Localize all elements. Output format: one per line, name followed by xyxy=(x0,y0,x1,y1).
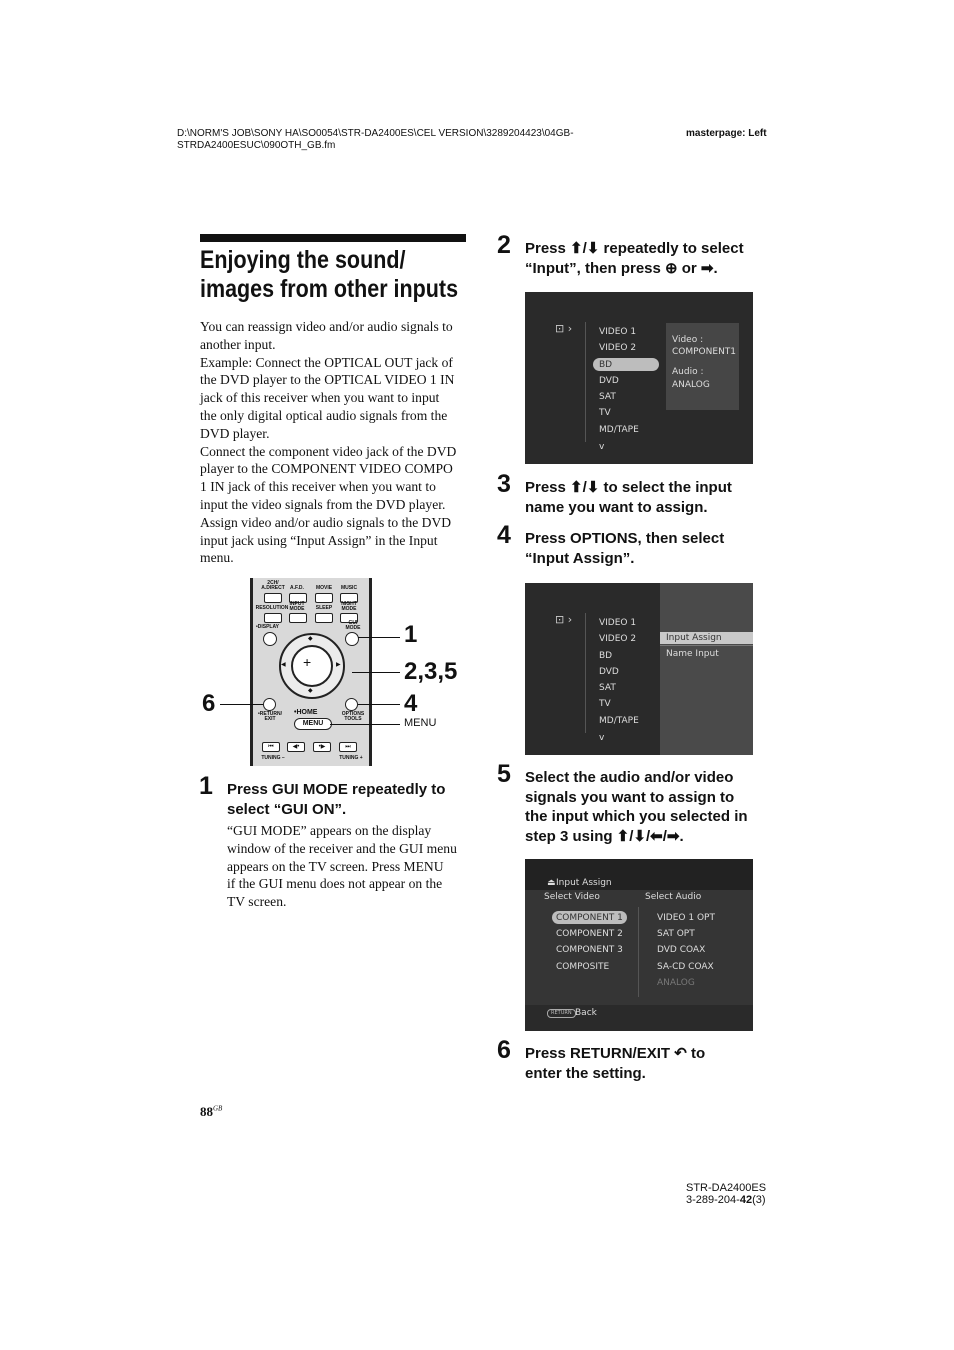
step-line: the input which you selected in xyxy=(525,808,748,825)
menu-item-tv[interactable]: TV xyxy=(599,408,611,418)
label-afd: A.F.D. xyxy=(290,585,304,591)
step-1-instruction xyxy=(227,780,445,819)
step-line: Press ⬆/⬇ repeatedly to select xyxy=(525,240,744,257)
arrow-down-icon[interactable]: ◆ xyxy=(308,688,313,694)
menu-divider xyxy=(585,322,586,442)
step-1-body xyxy=(227,822,457,911)
gui-screen-input-menu xyxy=(525,292,753,464)
intro-line: jack of this receiver when you want to input xyxy=(200,390,440,406)
input-icon: ⊡ › xyxy=(555,613,573,626)
step-line: Press OPTIONS, then select xyxy=(525,530,725,547)
footer-model-code xyxy=(686,1182,766,1206)
callout-menu: MENU xyxy=(404,717,437,729)
step-6-number: 6 xyxy=(497,1036,511,1064)
menu-item-md-tape[interactable]: MD/TAPE xyxy=(599,716,639,726)
intro-line: input the video signals from the DVD player. xyxy=(200,496,446,512)
callout-2-3-5: 2,3,5 xyxy=(404,658,458,685)
menu-item-bd[interactable]: BD xyxy=(599,360,613,370)
menu-item-video1[interactable]: VIDEO 1 xyxy=(599,618,637,628)
info-audio-value: ANALOG xyxy=(672,380,710,390)
step-3-instruction xyxy=(525,478,732,517)
option-divider xyxy=(660,645,753,646)
audio-option-analog[interactable]: ANALOG xyxy=(657,978,695,988)
arrow-left-icon[interactable]: ◀ xyxy=(281,662,286,668)
menu-divider xyxy=(585,613,586,733)
step-3-number: 3 xyxy=(497,470,511,498)
menu-item-sat[interactable]: SAT xyxy=(599,392,616,402)
label-tuning-plus: TUNING + xyxy=(339,755,363,761)
info-audio-label: Audio : xyxy=(672,367,704,377)
arrow-up-icon[interactable]: ◆ xyxy=(308,636,313,642)
display-button[interactable] xyxy=(263,632,277,646)
video-option-component1[interactable]: COMPONENT 1 xyxy=(556,913,623,923)
step-4-number: 4 xyxy=(497,521,511,549)
next-icon[interactable]: ⏭ xyxy=(339,742,357,752)
assign-title: Input Assign xyxy=(556,878,612,888)
page-title-line2: images from other inputs xyxy=(200,275,459,303)
step-line: Press GUI MODE repeatedly to xyxy=(227,781,446,798)
step-2-number: 2 xyxy=(497,231,511,259)
scroll-down-icon[interactable]: v xyxy=(599,442,605,452)
remote-illustration xyxy=(200,578,470,768)
intro-line: Connect the component video jack of the DVD xyxy=(200,443,457,459)
intro-line: menu. xyxy=(200,550,234,566)
step-line: signals you want to assign to xyxy=(525,788,735,806)
file-path-line2: STRDA2400ESUC\090OTH_GB.fm xyxy=(177,140,336,151)
body-line: if the GUI menu does not appear on the xyxy=(227,876,443,892)
masterpage-label: masterpage: Left xyxy=(686,128,767,139)
menu-item-tv[interactable]: TV xyxy=(599,699,611,709)
input-info-panel xyxy=(666,323,739,410)
intro-line: 1 IN jack of this receiver when you want to xyxy=(200,479,436,495)
step-line: “Input Assign”. xyxy=(525,549,635,567)
intro-line: the DVD player to the OPTICAL VIDEO 1 IN xyxy=(200,372,455,388)
label-return-exit: •RETURN/ EXIT xyxy=(258,711,282,722)
page-number-suffix: GB xyxy=(213,1104,223,1113)
previous-icon[interactable]: ⏮ xyxy=(262,742,280,752)
page-number xyxy=(200,1104,222,1120)
intro-line: player to the COMPONENT VIDEO COMPO xyxy=(200,461,453,477)
scroll-down-icon[interactable]: v xyxy=(599,733,605,743)
step-line: Select the audio and/or video xyxy=(525,769,734,786)
back-label[interactable]: Back xyxy=(575,1008,597,1018)
menu-button[interactable]: MENU xyxy=(294,718,332,730)
label-input-mode: INPUT MODE xyxy=(289,601,305,612)
menu-item-video1[interactable]: VIDEO 1 xyxy=(599,327,637,337)
callout-line-235 xyxy=(352,672,400,673)
intro-line: Assign video and/or audio signals to the DVD xyxy=(200,514,452,530)
advance-icon[interactable]: •▶ xyxy=(313,742,331,752)
arrow-right-icon[interactable]: ▶ xyxy=(336,662,341,668)
body-line: appears on the TV screen. Press MENU xyxy=(227,858,444,874)
resolution-button[interactable] xyxy=(264,613,282,623)
menu-item-bd[interactable]: BD xyxy=(599,651,613,661)
video-option-component3[interactable]: COMPONENT 3 xyxy=(556,945,623,955)
model-number: STR-DA2400ES xyxy=(686,1182,767,1194)
step-6-instruction xyxy=(525,1044,705,1083)
step-5-instruction xyxy=(525,768,748,846)
sleep-button[interactable] xyxy=(315,613,333,623)
label-options: OPTIONS TOOLS xyxy=(341,711,365,722)
intro-line: You can reassign video and/or audio signals to xyxy=(200,319,453,334)
file-path-line1: D:\NORM'S JOB\SONY HA\SO0054\STR-DA2400ES\CEL VERSION\3289204423\04GB- xyxy=(177,128,574,139)
column-divider xyxy=(638,907,639,997)
code-revision: 42 xyxy=(739,1194,753,1206)
info-video-label: Video : xyxy=(672,335,704,345)
return-badge: RETURN xyxy=(547,1009,576,1018)
audio-option-dvd-coax[interactable]: DVD COAX xyxy=(657,945,706,955)
step-line: select “GUI ON”. xyxy=(227,800,347,818)
input-icon: ⊡ › xyxy=(555,322,573,335)
label-gui-mode: GUI MODE xyxy=(345,620,361,631)
video-option-component2[interactable]: COMPONENT 2 xyxy=(556,929,623,939)
page-title-line1: Enjoying the sound/ xyxy=(200,246,406,274)
option-name-input[interactable]: Name Input xyxy=(666,649,719,659)
enter-plus-icon: + xyxy=(303,654,312,670)
callout-line-menu xyxy=(330,724,400,725)
label-tuning-minus: TUNING – xyxy=(261,755,285,761)
audio-option-video1-opt[interactable]: VIDEO 1 OPT xyxy=(657,913,715,923)
menu-item-dvd[interactable]: DVD xyxy=(599,667,619,677)
label-sleep: SLEEP xyxy=(315,605,333,611)
body-line: “GUI MODE” appears on the display xyxy=(227,823,432,838)
label-night-mode: NIGHT MODE xyxy=(341,601,357,612)
menu-item-sat[interactable]: SAT xyxy=(599,683,616,693)
intro-line: Example: Connect the OPTICAL OUT jack of xyxy=(200,354,453,370)
menu-item-video2[interactable]: VIDEO 2 xyxy=(599,343,637,353)
step-line: Press ⬆/⬇ to select the input xyxy=(525,479,732,496)
intro-line: the only digital optical audio signals from the xyxy=(200,407,448,423)
gui-screen-options-menu xyxy=(525,583,753,755)
callout-6: 6 xyxy=(202,690,216,717)
callout-line-6 xyxy=(220,704,263,705)
label-movie: MOVIE xyxy=(315,585,333,591)
assign-icon: ⏏ xyxy=(547,878,556,888)
heading-rule xyxy=(200,234,466,242)
option-input-assign[interactable]: Input Assign xyxy=(666,633,722,643)
code-prefix: 3-289-204- xyxy=(686,1194,740,1206)
intro-line: DVD player. xyxy=(200,425,270,441)
gui-mode-button[interactable] xyxy=(345,632,359,646)
intro-paragraph xyxy=(200,318,470,567)
enter-button[interactable] xyxy=(291,645,333,687)
video-option-composite[interactable]: COMPOSITE xyxy=(556,962,610,972)
label-music: MUSIC xyxy=(340,585,358,591)
step-line: enter the setting. xyxy=(525,1064,646,1082)
gui-screen-input-assign xyxy=(525,859,753,1031)
options-panel xyxy=(660,583,753,755)
step-5-number: 5 xyxy=(497,760,511,788)
document-code xyxy=(686,1194,766,1206)
code-suffix: (3) xyxy=(752,1194,766,1206)
label-resolution: RESOLUTION xyxy=(255,605,289,611)
intro-line: another input. xyxy=(200,336,276,352)
menu-item-dvd[interactable]: DVD xyxy=(599,376,619,386)
step-line: Press RETURN/EXIT ↶ to xyxy=(525,1045,706,1062)
callout-4: 4 xyxy=(404,690,418,717)
info-video-value: COMPONENT1 xyxy=(672,347,737,357)
intro-line: input jack using “Input Assign” in the Input xyxy=(200,532,438,548)
step-line: step 3 using ⬆/⬇/⬅/➡. xyxy=(525,827,684,845)
select-video-header: Select Video xyxy=(544,892,600,902)
menu-item-video2[interactable]: VIDEO 2 xyxy=(599,634,637,644)
label-display: •DISPLAY xyxy=(256,624,279,630)
body-line: window of the receiver and the GUI menu xyxy=(227,840,457,856)
step-line: name you want to assign. xyxy=(525,498,708,516)
menu-item-md-tape[interactable]: MD/TAPE xyxy=(599,425,639,435)
label-home: •HOME xyxy=(294,709,318,716)
select-audio-header: Select Audio xyxy=(645,892,702,902)
options-button[interactable] xyxy=(345,698,358,711)
callout-1: 1 xyxy=(404,621,418,648)
step-1-number: 1 xyxy=(199,772,213,800)
file-path-header xyxy=(177,128,574,152)
audio-option-sacd-coax[interactable]: SA-CD COAX xyxy=(657,962,714,972)
callout-line-4 xyxy=(358,704,400,705)
page-title xyxy=(200,246,458,304)
audio-option-sat-opt[interactable]: SAT OPT xyxy=(657,929,695,939)
input-mode-button[interactable] xyxy=(289,613,307,623)
page-number-value: 88 xyxy=(200,1104,213,1119)
return-exit-button[interactable] xyxy=(263,698,276,711)
step-4-instruction xyxy=(525,529,724,568)
label-2ch: 2CH/ A.DIRECT xyxy=(261,580,285,591)
step-line: “Input”, then press ⊕ or ➡. xyxy=(525,259,718,277)
replay-icon[interactable]: ◀• xyxy=(287,742,305,752)
callout-line-1 xyxy=(358,637,400,638)
step-2-instruction xyxy=(525,239,744,278)
body-line: TV screen. xyxy=(227,894,287,910)
a-direct-button[interactable] xyxy=(264,593,282,603)
movie-button[interactable] xyxy=(315,593,333,603)
remote-edge-left xyxy=(250,578,253,766)
